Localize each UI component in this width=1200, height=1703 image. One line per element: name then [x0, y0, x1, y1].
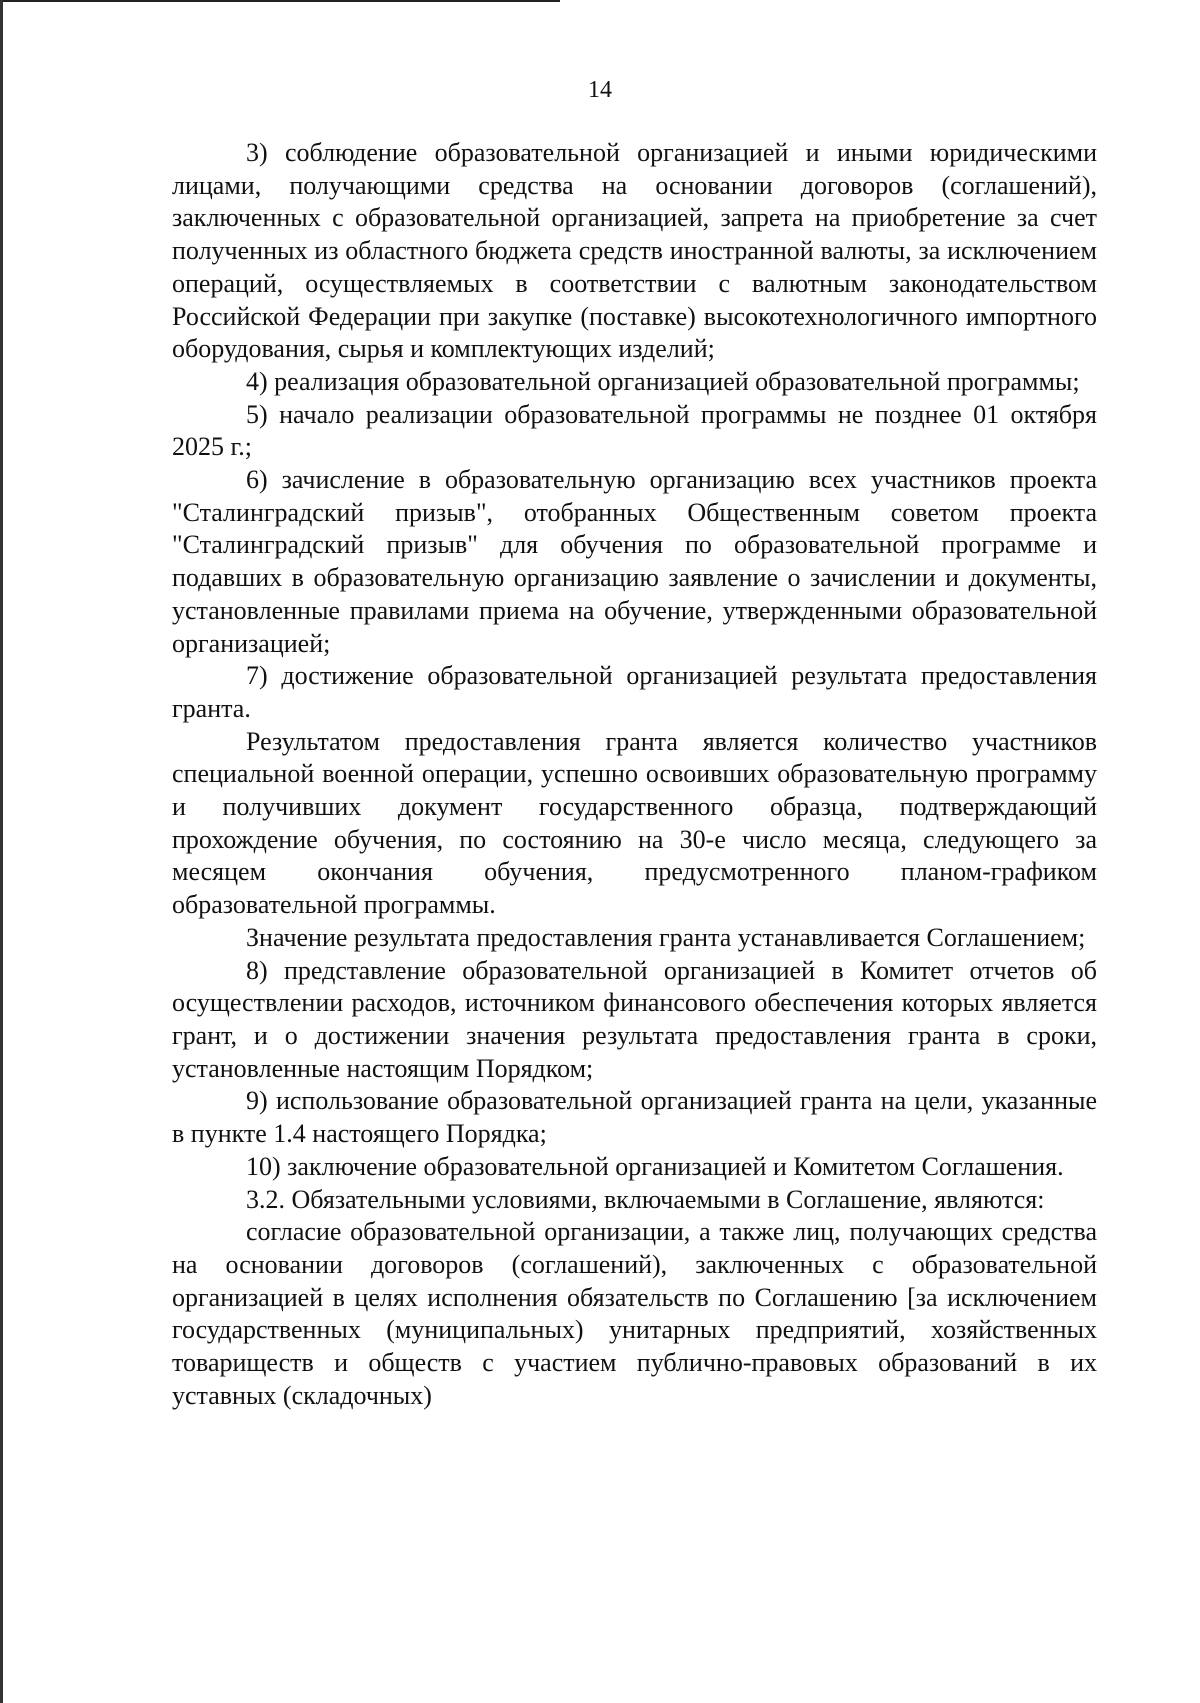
paragraph-item-3: 3) соблюдение образовательной организацией и иными юридическими лицами, получающими средства на основании договоров (соглашений), заключенных с образовательной организацией, запрета на приобретение за счет полученных из областного бюджета средств иностранной валюты, за исключением операций, осуществляемых в соответствии с валютным законодательством Российской Федерации при закупке (поставке) высокотехнологичного импортного оборудования, сырья и комплектующих изделий; — [172, 138, 1097, 364]
paragraph-item-7: 7) достижение образовательной организацией результата предоставления гранта. — [172, 661, 1097, 723]
paragraph-item-10: 10) заключение образовательной организацией и Комитетом Соглашения. — [246, 1151, 1064, 1181]
paragraph-item-8: 8) представление образовательной организацией в Комитет отчетов об осуществлении расходов, источником финансового обеспечения которых является грант, и о достижении значения результата предоставления гранта в сроки, установленные настоящим Порядком; — [172, 955, 1097, 1083]
paragraph-item-9: 9) использование образовательной организацией гранта на цели, указанные в пункте 1.4 настоящего Порядка; — [172, 1086, 1097, 1149]
scan-top-edge — [0, 0, 560, 2]
paragraph-grant-result: Результатом предоставления гранта является количество участников специальной военной операции, успешно освоивших образовательную программу и получивших документ государственного образца, подтверждающий прохождение обучения, по состоянию на 30-е число месяца, следующего за месяцем окончания обучения, предусмотренного планом-графиком образовательной программы. — [172, 726, 1097, 920]
body-text — [172, 137, 1097, 1412]
paragraph-item-4: 4) реализация образовательной организацией образовательной программы; — [246, 366, 1080, 396]
paragraph-consent: согласие образовательной организации, а также лиц, получающих средства на основании договоров (соглашений), заключенных с образовательной организацией в целях исполнения обязательств по Соглашению [за исключением государственных (муниципальных) унитарных предприятий, хозяйственных товариществ и обществ с участием публично-правовых образований в их уставных (складочных) — [172, 1217, 1097, 1410]
paragraph-item-5: 5) начало реализации образовательной программы не позднее 01 октября 2025 г.; — [172, 399, 1097, 462]
paragraph-item-6: 6) зачисление в образовательную организацию всех участников проекта "Сталинградский призыв", отобранных Общественным советом проекта "Сталинградский призыв" для обучения по образовательной программе и подавших в образовательную организацию заявление о зачислении и документы, установленные правилами приема на обучение, утвержденными образовательной организацией; — [172, 465, 1097, 658]
paragraph-section-3-2: 3.2. Обязательными условиями, включаемыми в Соглашение, являются: — [246, 1184, 1045, 1214]
scan-left-edge — [0, 0, 3, 1703]
paragraph-result-value: Значение результата предоставления гранта устанавливается Соглашением; — [246, 922, 1086, 952]
page-number: 14 — [588, 77, 612, 103]
